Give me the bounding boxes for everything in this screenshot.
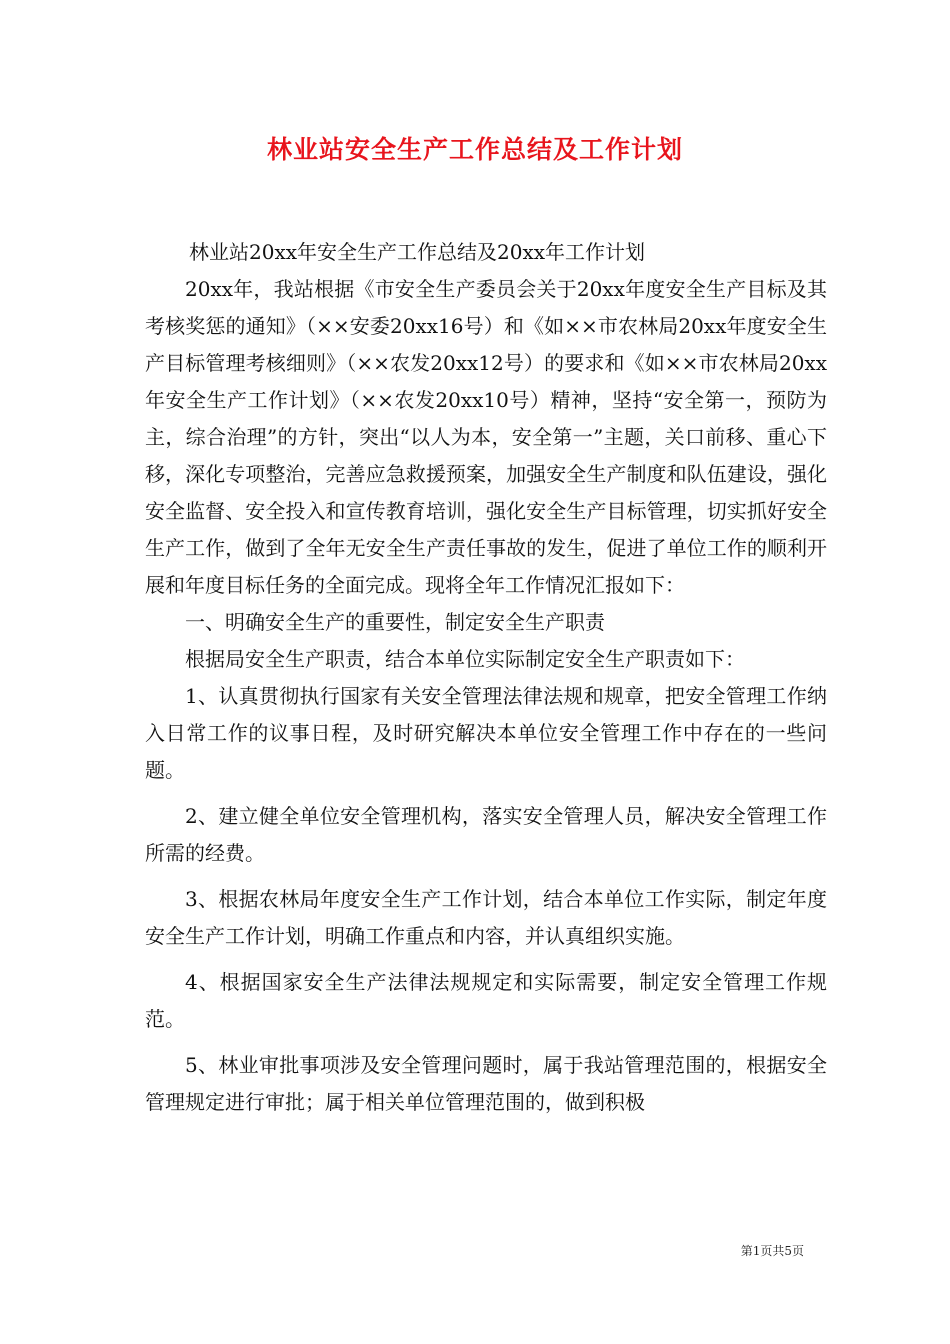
section-lead-paragraph: 根据局安全生产职责，结合本单位实际制定安全生产职责如下： bbox=[185, 647, 745, 671]
list-item: 3、根据农林局年度安全生产工作计划，结合本单位工作实际，制定年度安全生产工作计划，明确工作重点和内容，并认真组织实施。 bbox=[145, 887, 827, 948]
document-body bbox=[145, 234, 827, 1121]
list-item: 4、根据国家安全生产法律法规规定和实际需要，制定安全管理工作规范。 bbox=[145, 970, 827, 1031]
document-subtitle: 林业站20xx年安全生产工作总结及20xx年工作计划 bbox=[189, 240, 646, 264]
section-heading: 一、明确安全生产的重要性，制定安全生产职责 bbox=[185, 610, 605, 634]
intro-paragraph: 20xx年，我站根据《市安全生产委员会关于20xx年度安全生产目标及其考核奖惩的通知》（××安委20xx16号）和《如××市农林局20xx年度安全生产目标管理考核细则》（××农发20xx12号）的要求和《如××市农林局20xx年安全生产工作计划》（××农发20xx10号）精神，坚持“安全第一，预防为主，综合治理”的方针，突出“以人为本，安全第一”主题，关口前移、重心下移，深化专项整治，完善应急救援预案，加强安全生产制度和队伍建设，强化安全监督、安全投入和宣传教育培训，强化安全生产目标管理，切实抓好安全生产工作，做到了全年无安全生产责任事故的发生，促进了单位工作的顺利开展和年度目标任务的全面完成。现将全年工作情况汇报如下： bbox=[145, 277, 827, 597]
page-number: 第1页共5页 bbox=[740, 1244, 804, 1258]
list-item: 5、林业审批事项涉及安全管理问题时，属于我站管理范围的，根据安全管理规定进行审批；属于相关单位管理范围的，做到积极 bbox=[145, 1053, 827, 1114]
list-item: 1、认真贯彻执行国家有关安全管理法律法规和规章，把安全管理工作纳入日常工作的议事日程，及时研究解决本单位安全管理工作中存在的一些问题。 bbox=[145, 684, 827, 782]
document-title: 林业站安全生产工作总结及工作计划 bbox=[266, 135, 683, 164]
list-item: 2、建立健全单位安全管理机构，落实安全管理人员，解决安全管理工作所需的经费。 bbox=[145, 804, 827, 865]
